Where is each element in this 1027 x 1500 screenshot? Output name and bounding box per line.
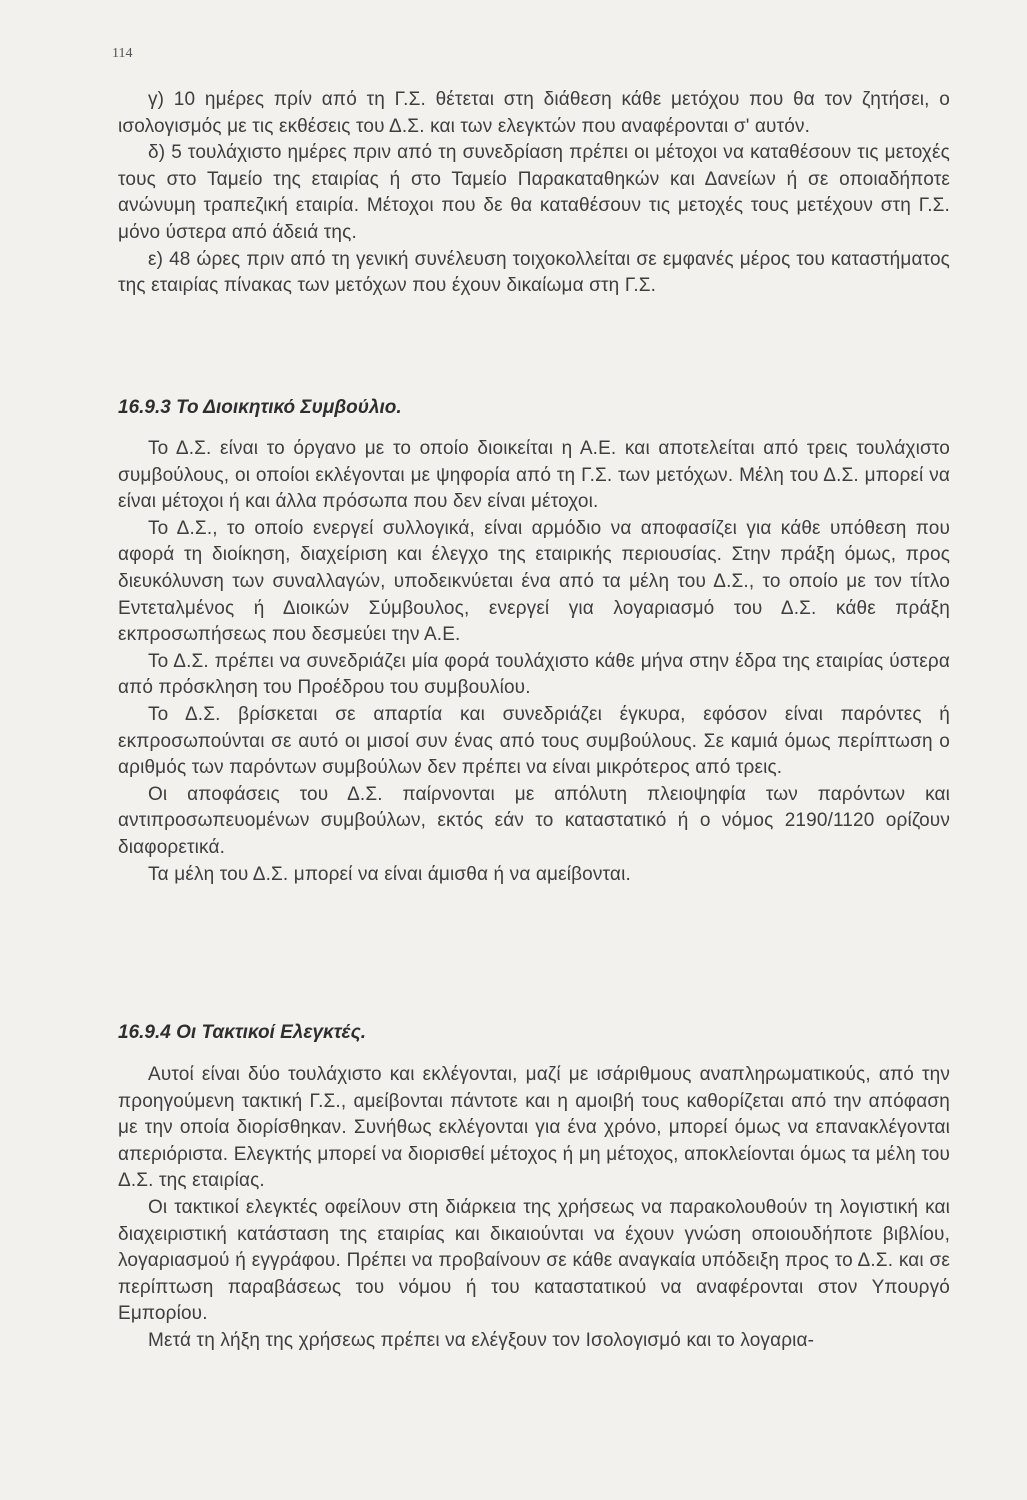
- text-section-general-meeting-items: [118, 87, 950, 300]
- paragraph: Μετά τη λήξη της χρήσεως πρέπει να ελέγξουν τον Ισολογισμό και το λογαρια-: [148, 1329, 815, 1351]
- text-section-board-of-directors: [118, 436, 950, 888]
- paragraph: Τα μέλη του Δ.Σ. μπορεί να είναι άμισθα ή να αμείβονται.: [148, 863, 631, 885]
- paragraph: Το Δ.Σ. είναι το όργανο με το οποίο διοικείται η Α.Ε. και αποτελείται από τρεις τουλάχιστο συμβούλους, οι οποίοι εκλέγονται με ψηφορία από τη Γ.Σ. των μετόχων. Μέλη του Δ.Σ. μπορεί να είναι μέτοχοι ή και άλλα πρόσωπα που δεν είναι μέτοχοι.: [118, 438, 950, 513]
- paragraph: γ) 10 ημέρες πρίν από τη Γ.Σ. θέτεται στη διάθεση κάθε μετόχου που θα τον ζητήσει, ο ισολογισμός με τις εκθέσεις του Δ.Σ. και των ελεγκτών που αναφέρονται σ' αυτόν.: [118, 89, 950, 137]
- paragraph: Οι τακτικοί ελεγκτές οφείλουν στη διάρκεια της χρήσεως να παρακολουθούν τη λογιστική και διαχειριστική κατάσταση της εταιρίας και δικαιούνται να έχουν γνώση οποιουδήποτε βιβλίου, λογαριασμού ή εγγράφου. Πρέπει να προβαίνουν σε κάθε αναγκαία υπόδειξη προς το Δ.Σ. και σε περίπτωση παραβάσεως του νόμου ή του καταστατικού να αναφέρονται στον Υπουργό Εμπορίου.: [118, 1196, 950, 1325]
- paragraph: Το Δ.Σ., το οποίο ενεργεί συλλογικά, είναι αρμόδιο να αποφασίζει για κάθε υπόθεση που αφορά τη διοίκηση, διαχείριση και έλεγχο της εταιρικής περιουσίας. Στην πράξη όμως, προς διευκόλυνση των συναλλαγών, υποδεικνύεται ένα από τα μέλη του Δ.Σ., το οποίο με τον τίτλο Εντεταλμένος ή Διοικών Σύμβουλος, ενεργεί για λογαριασμό του Δ.Σ. κάθε πράξη εκπροσωπήσεως που δεσμεύει την Α.Ε.: [118, 517, 950, 646]
- section-heading-board-of-directors: 16.9.3 Το Διοικητικό Συμβούλιο.: [118, 397, 402, 418]
- paragraph: Το Δ.Σ. πρέπει να συνεδριάζει μία φορά τουλάχιστο κάθε μήνα στην έδρα της εταιρίας ύστερα από πρόσκληση του Προέδρου του συμβουλίου.: [118, 650, 950, 699]
- text-section-regular-auditors: [118, 1062, 950, 1355]
- section-heading-regular-auditors: 16.9.4 Οι Τακτικοί Ελεγκτές.: [118, 1022, 367, 1043]
- paragraph: Αυτοί είναι δύο τουλάχιστο και εκλέγονται, μαζί με ισάριθμους αναπληρωματικούς, από την προηγούμενη τακτική Γ.Σ., αμείβονται πάντοτε και η αμοιβή τους καθορίζεται από την απόφαση με την οποία διορίσθηκαν. Συνήθως εκλέγονται για ένα χρόνο, μπορεί όμως να επανακλέγονται απεριόριστα. Ελεγκτής μπορεί να διορισθεί μέτοχος ή μη μέτοχος, αποκλείονται όμως τα μέλη του Δ.Σ. της εταιρίας.: [118, 1064, 950, 1192]
- paragraph: Το Δ.Σ. βρίσκεται σε απαρτία και συνεδριάζει έγκυρα, εφόσον είναι παρόντες ή εκπροσωπούνται σε αυτό οι μισοί συν ένας από τους συμβούλους. Σε καμιά όμως περίπτωση ο αριθμός των παρόντων συμβούλων δεν πρέπει να είναι μικρότερος από τρεις.: [118, 703, 950, 779]
- page-number: 114: [112, 46, 133, 61]
- paragraph: ε) 48 ώρες πριν από τη γενική συνέλευση τοιχοκολλείται σε εμφανές μέρος του καταστήματος της εταιρίας πίνακας των μετόχων που έχουν δικαίωμα στη Γ.Σ.: [118, 248, 950, 297]
- paragraph: δ) 5 τουλάχιστο ημέρες πριν από τη συνεδρίαση πρέπει οι μέτοχοι να καταθέσουν τις μετοχές τους στο Ταμείο της εταιρίας ή στο Ταμείο Παρακαταθηκών και Δανείων ή σε οποιαδήποτε ανώνυμη τραπεζική εταιρία. Μέτοχοι που δε θα καταθέσουν τις μετοχές τους μετέχουν στη Γ.Σ. μόνο ύστερα από άδειά της.: [118, 142, 950, 243]
- paragraph: Οι αποφάσεις του Δ.Σ. παίρνονται με απόλυτη πλειοψηφία των παρόντων και αντιπροσωπευομένων συμβούλων, εκτός εάν το καταστατικό ή ο νόμος 2190/1120 ορίζουν διαφορετικά.: [118, 783, 950, 858]
